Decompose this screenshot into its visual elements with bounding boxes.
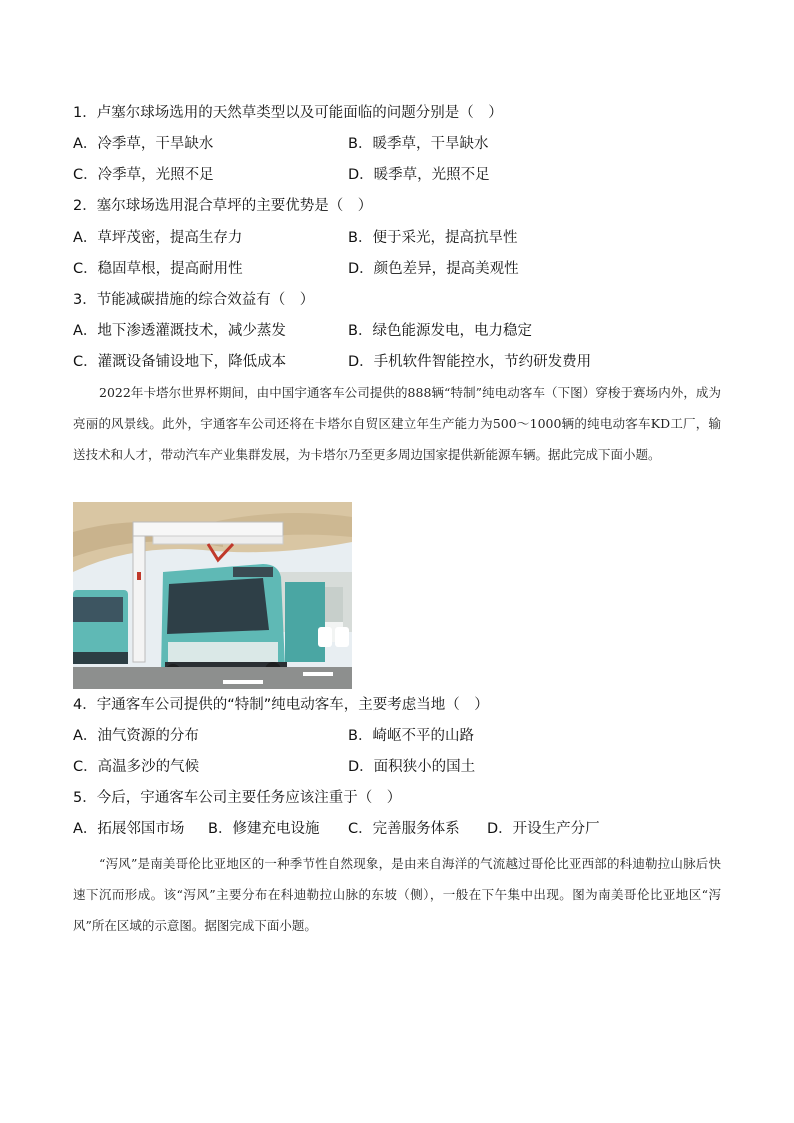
q1-stem: 1．卢塞尔球场选用的天然草类型以及可能面临的问题分别是（ ） <box>73 105 503 121</box>
q3-option-b: B．绿色能源发电，电力稳定 <box>348 323 532 339</box>
passage-foehn-wind: “泻风”是南美哥伦比亚地区的一种季节性自然现象，是由来自海洋的气流越过哥伦比亚西部的科迪勒拉山脉后快速下沉而形成。该“泻风”主要分布在科迪勒拉山脉的东坡（侧），一般在下午集中出现。图为南美哥伦比亚地区“泻风”所在区域的示意图。据图完成下面小题。 <box>73 856 721 933</box>
q4-option-a: A．油气资源的分布 <box>73 728 199 744</box>
q5-option-d: D．开设生产分厂 <box>487 821 600 837</box>
q4-option-d: D．面积狭小的国土 <box>348 759 476 775</box>
q1-option-b: B．暖季草，干旱缺水 <box>348 136 489 152</box>
q4-stem: 4．宇通客车公司提供的“特制”纯电动客车，主要考虑当地（ ） <box>73 697 489 713</box>
q2-option-d: D．颜色差异，提高美观性 <box>348 261 519 277</box>
q2-option-a: A．草坪茂密，提高生存力 <box>73 230 243 246</box>
q1-option-a: A．冷季草，干旱缺水 <box>73 136 214 152</box>
q5-stem: 5．今后，宇通客车公司主要任务应该注重于（ ） <box>73 790 402 806</box>
q2-stem: 2．塞尔球场选用混合草坪的主要优势是（ ） <box>73 198 373 214</box>
q2-option-b: B．便于采光，提高抗旱性 <box>348 230 518 246</box>
q5-option-a: A．拓展邻国市场 <box>73 821 185 837</box>
q3-stem: 3．节能减碳措施的综合效益有（ ） <box>73 292 315 308</box>
q4-option-b: B．崎岖不平的山路 <box>348 728 474 744</box>
q4-option-c: C．高温多沙的气候 <box>73 759 200 775</box>
q3-option-d: D．手机软件智能控水，节约研发费用 <box>348 354 592 370</box>
q1-option-c: C．冷季草，光照不足 <box>73 167 214 183</box>
q1-option-d: D．暖季草，光照不足 <box>348 167 490 183</box>
q5-option-b: B．修建充电设施 <box>208 821 320 837</box>
q5-option-c: C．完善服务体系 <box>348 821 460 837</box>
q2-option-c: C．稳固草根，提高耐用性 <box>73 261 243 277</box>
electric-bus-photo <box>73 502 352 689</box>
q3-option-c: C．灌溉设备铺设地下，降低成本 <box>73 354 287 370</box>
q3-option-a: A．地下渗透灌溉技术，减少蒸发 <box>73 323 286 339</box>
passage-electric-bus: 2022年卡塔尔世界杯期间，由中国宇通客车公司提供的888辆“特制”纯电动客车（下图）穿梭于赛场内外，成为亮丽的风景线。此外，宇通客车公司还将在卡塔尔自贸区建立年生产能力为500～1000辆的纯电动客车KD工厂，输送技术和人才，带动汽车产业集群发展，为卡塔尔乃至更多周边国家提供新能源车辆。据此完成下面小题。 <box>73 385 721 462</box>
